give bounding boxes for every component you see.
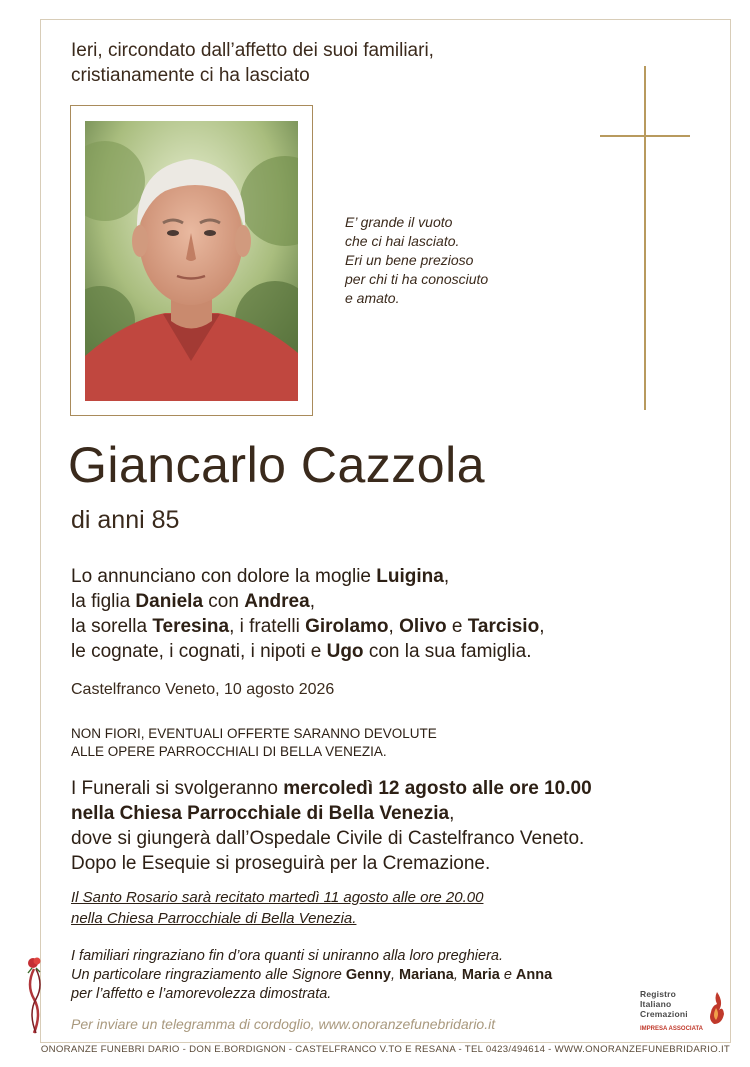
registro-cremazioni-logo — [640, 990, 730, 1038]
registry-line-1: Registro — [640, 989, 677, 999]
thanks-line-3: per l’affetto e l’amorevolezza dimostrata. — [71, 986, 332, 1002]
cross-horizontal — [600, 135, 690, 137]
footer-info: ONORANZE FUNEBRI DARIO - DON E.BORDIGNON - CASTELFRANCO V.TO E RESANA - TEL 0423/494614 - WWW.ONORANZEFUNEBRIDARIO.IT — [40, 1044, 731, 1055]
thanks-line-1: I familiari ringraziano fin d’ora quanti si uniranno alla loro preghiera. — [71, 948, 504, 964]
deceased-name: Giancarlo Cazzola — [68, 437, 486, 493]
announcement-line-4: le cognate, i cognati, i nipoti e Ugo con la sua famiglia. — [71, 641, 532, 662]
intro-text — [71, 38, 434, 88]
intro-line-1: Ieri, circondato dall’affetto dei suoi familiari, — [71, 40, 434, 61]
portrait-photo — [85, 121, 298, 401]
funeral-line-3: dove si giungerà dall’Ospedale Civile di Castelfranco Veneto. — [71, 828, 585, 849]
no-flowers-line-2: ALLE OPERE PARROCCHIALI DI BELLA VENEZIA. — [71, 744, 387, 759]
rose-ribbon-icon — [22, 955, 46, 1035]
funeral-line-2: nella Chiesa Parrocchiale di Bella Venezia, — [71, 803, 455, 824]
portrait-frame — [70, 105, 313, 416]
rosary-line-2: nella Chiesa Parrocchiale di Bella Venezia. — [71, 910, 357, 927]
registry-line-3: Cremazioni — [640, 1009, 688, 1019]
flame-icon — [706, 990, 728, 1026]
thanks-line-2: Un particolare ringraziamento alle Signore Genny, Mariana, Maria e Anna — [71, 967, 553, 983]
place-date: Castelfranco Veneto, 10 agosto 2026 — [71, 681, 335, 698]
funeral-info — [71, 776, 592, 876]
registry-sub: IMPRESA ASSOCIATA — [640, 1026, 704, 1032]
announcement — [71, 564, 544, 664]
quote-line: che ci hai lasciato. — [345, 233, 460, 249]
announcement-line-3: la sorella Teresina, i fratelli Girolamo, Olivo e Tarcisio, — [71, 616, 545, 637]
announcement-line-1: Lo annunciano con dolore la moglie Luigina, — [71, 566, 450, 587]
quote-line: per chi ti ha conosciuto — [345, 271, 489, 287]
deceased-age: di anni 85 — [71, 506, 180, 534]
no-flowers-line-1: NON FIORI, EVENTUALI OFFERTE SARANNO DEVOLUTE — [71, 726, 437, 741]
funeral-line-4: Dopo le Esequie si proseguirà per la Cremazione. — [71, 853, 491, 874]
rosary-line-1: Il Santo Rosario sarà recitato martedì 11 agosto alle ore 20.00 — [71, 889, 484, 906]
no-flowers-notice — [71, 725, 437, 761]
portrait-illustration — [85, 121, 298, 401]
funeral-line-1: I Funerali si svolgeranno mercoledì 12 agosto alle ore 10.00 — [71, 778, 592, 799]
rosary-info — [71, 887, 483, 929]
quote-line: e amato. — [345, 290, 400, 306]
quote-line: E’ grande il vuoto — [345, 214, 453, 230]
cross-vertical — [644, 66, 646, 410]
registry-line-2: Italiano — [640, 999, 672, 1009]
quote-line: Eri un bene prezioso — [345, 252, 474, 268]
announcement-line-2: la figlia Daniela con Andrea, — [71, 591, 315, 612]
telegram-link[interactable]: Per inviare un telegramma di cordoglio, www.onoranzefunebridario.it — [71, 1016, 496, 1032]
memorial-quote — [345, 213, 488, 308]
intro-line-2: cristianamente ci ha lasciato — [71, 65, 310, 86]
thanks-text — [71, 947, 552, 1004]
